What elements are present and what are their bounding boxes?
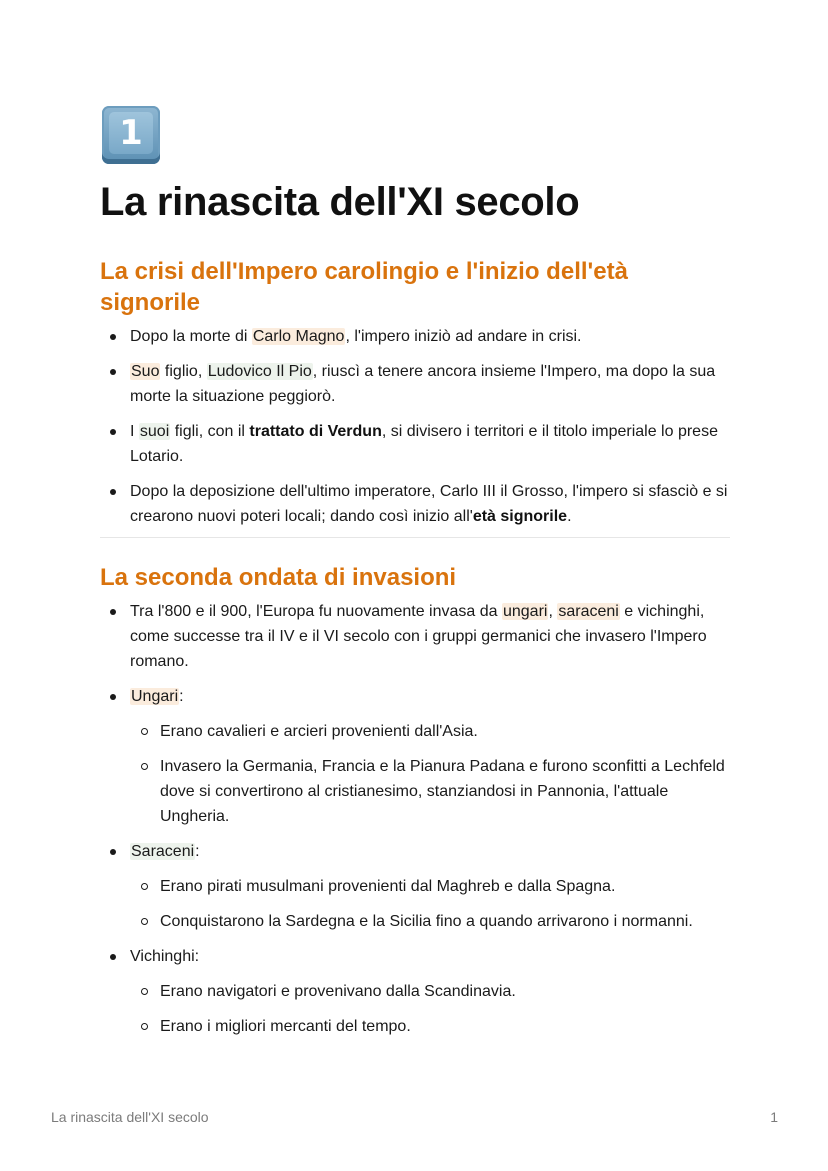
bullet-list-crisi xyxy=(100,324,730,529)
list-item: Tra l'800 e il 900, l'Europa fu nuovamente invasa da ungari, saraceni e vichinghi, come successe tra il IV e il VI secolo con i gruppi germanici che invasero l'Impero romano. xyxy=(130,599,730,674)
bold-term: età signorile xyxy=(472,508,568,525)
highlight: Suo xyxy=(131,363,160,380)
highlight: Saraceni xyxy=(131,843,195,860)
sub-list-item: Erano i migliori mercanti del tempo. xyxy=(160,1014,730,1039)
sub-list-item: Invasero la Germania, Francia e la Pianura Padana e furono sconfitti a Lechfeld dove si convertirono al cristianesimo, stanziandosi in Pannonia, l'attuale Ungheria. xyxy=(160,754,730,829)
list-item-vichinghi: Vichinghi: Erano navigatori e provenivano dalla Scandinavia. Erano i migliori mercanti del tempo. xyxy=(130,944,730,1039)
section-heading-crisi: La crisi dell'Impero carolingio e l'inizio dell'età signorile xyxy=(100,258,628,316)
list-item: Suo figlio, Ludovico Il Pio, riuscì a tenere ancora insieme l'Impero, ma dopo la sua morte la situazione peggiorò. xyxy=(130,359,730,409)
list-item: Dopo la deposizione dell'ultimo imperatore, Carlo III il Grosso, l'impero si sfasciò e si crearono nuovi poteri locali; dando così inizio all'età signorile. xyxy=(130,479,730,529)
highlight: ungari xyxy=(502,603,548,620)
sub-list-vichinghi xyxy=(130,979,730,1039)
footer-page-number: 1 xyxy=(770,1109,778,1125)
page-title: La rinascita dell'XI secolo xyxy=(100,180,580,224)
bold-term: trattato di Verdun xyxy=(249,423,382,440)
highlight: suoi xyxy=(139,423,170,440)
keycap-digit: 1 xyxy=(109,112,153,154)
bullet-list-invasioni xyxy=(100,599,730,1039)
page-content xyxy=(100,106,730,1049)
list-item-ungari: Ungari: Erano cavalieri e arcieri provenienti dall'Asia. Invasero la Germania, Francia e la Pianura Padana e furono sconfitti a Lechfeld dove si convertirono al cristianesimo, stanziandosi in Pannonia, l'attuale Ungheria. xyxy=(130,684,730,829)
sub-list-item: Erano navigatori e provenivano dalla Scandinavia. xyxy=(160,979,730,1004)
footer-doc-title: La rinascita dell'XI secolo xyxy=(51,1109,209,1125)
highlight: Ludovico Il Pio xyxy=(207,363,312,380)
section-divider xyxy=(100,537,730,538)
list-item-saraceni: Saraceni: Erano pirati musulmani provenienti dal Maghreb e dalla Spagna. Conquistarono la Sardegna e la Sicilia fino a quando arrivarono i normanni. xyxy=(130,839,730,934)
highlight: Ungari xyxy=(131,688,179,705)
list-item: I suoi figli, con il trattato di Verdun, si divisero i territori e il titolo imperiale lo prese Lotario. xyxy=(130,419,730,469)
sub-list-item: Erano pirati musulmani provenienti dal Maghreb e dalla Spagna. xyxy=(160,874,730,899)
sub-list-item: Conquistarono la Sardegna e la Sicilia fino a quando arrivarono i normanni. xyxy=(160,909,730,934)
keycap-digit-one-icon xyxy=(102,106,160,164)
sub-list-ungari xyxy=(130,719,730,829)
highlight: saraceni xyxy=(558,603,619,620)
section-heading-invasioni: La seconda ondata di invasioni xyxy=(100,564,457,591)
sub-list-saraceni xyxy=(130,874,730,934)
list-item: Dopo la morte di Carlo Magno, l'impero iniziò ad andare in crisi. xyxy=(130,324,730,349)
highlight: Carlo Magno xyxy=(252,328,345,345)
sub-list-item: Erano cavalieri e arcieri provenienti dall'Asia. xyxy=(160,719,730,744)
